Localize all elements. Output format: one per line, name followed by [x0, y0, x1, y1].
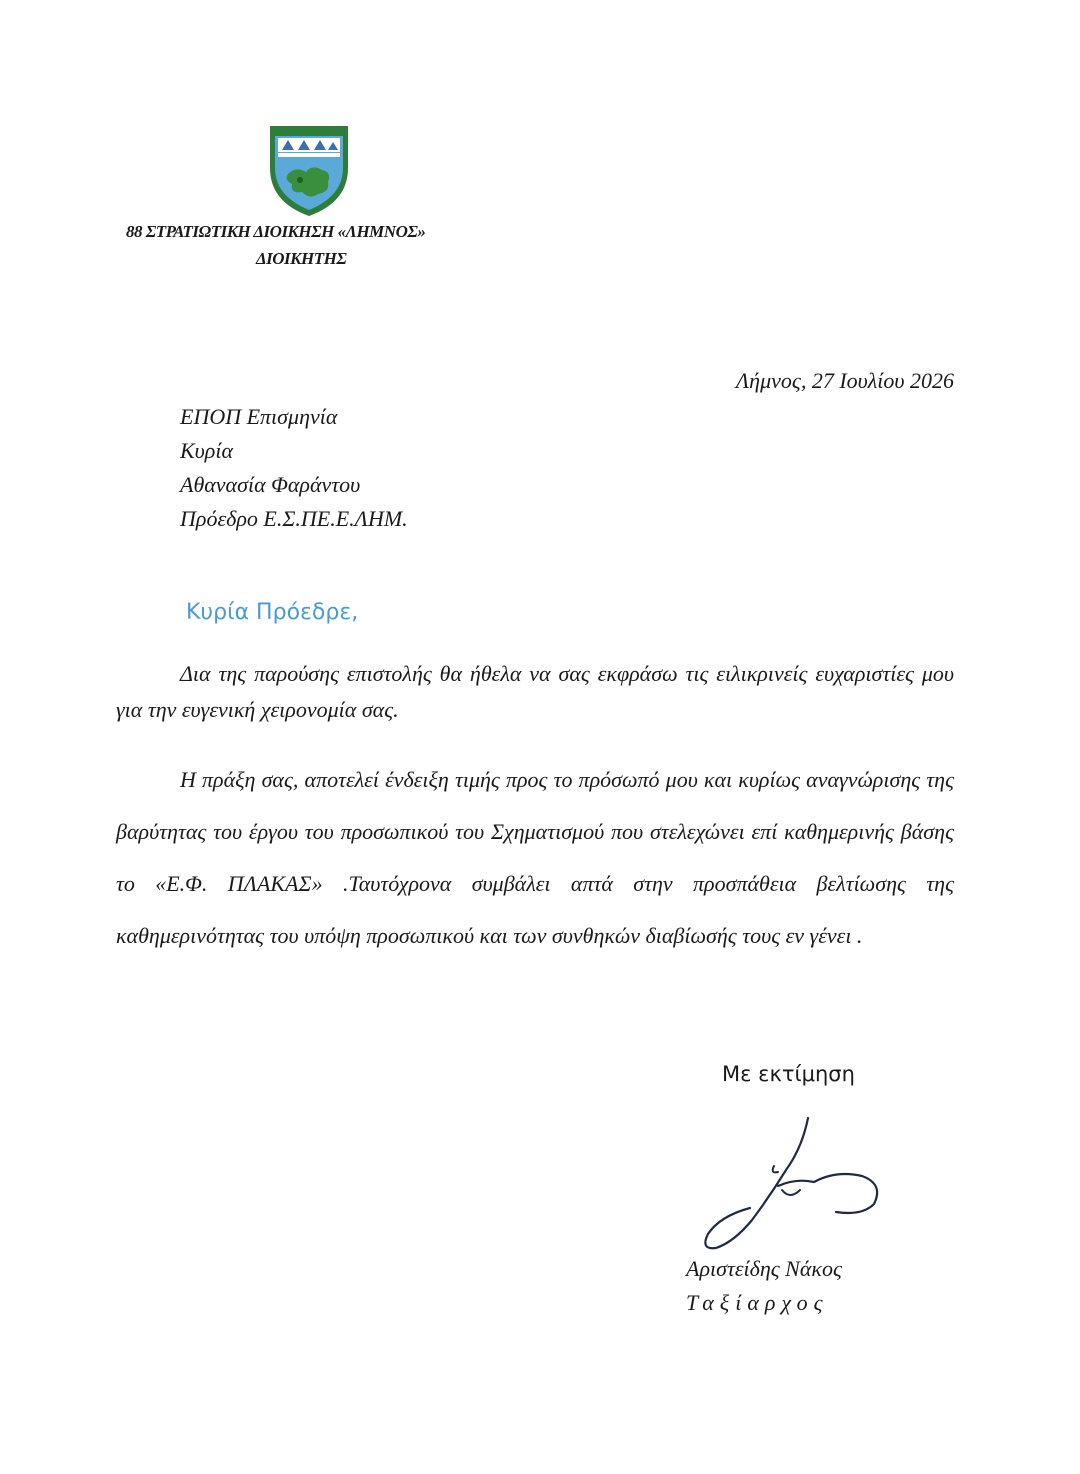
paragraph-text: Η πράξη σας, αποτελεί ένδειξη τιμής προς το πρόσωπό μου και κυρίως αναγνώρισης της βαρύτητας του έργου του προσωπικού του Σχηματισμού που στελεχώνει επί καθημερινής βάσης το «Ε.Φ. ΠΛΑΚΑΣ» .Ταυτόχρονα συμβάλει απτά στην προσπάθεια βελτίωσης της καθημερινότητας του υπόψη προσωπικού και των συνθηκών διαβίωσής τους εν γένει . [116, 767, 954, 948]
unit-emblem-icon [266, 122, 352, 218]
recipient-position: Πρόεδρο Ε.Σ.ΠΕ.Ε.ΛΗΜ. [180, 506, 408, 531]
recipient-rank: ΕΠΟΠ Επισμηνία [180, 404, 338, 429]
recipient-honorific: Κυρία [180, 438, 233, 463]
signature-icon [686, 1108, 896, 1278]
letter-date: Λήμνος, 27 Ιουλίου 2026 [735, 368, 954, 393]
closing-phrase: Με εκτίμηση [722, 1062, 855, 1086]
paragraph-text: Δια της παρούσης επιστολής θα ήθελα να σας εκφράσω τις ειλικρινείς ευχαριστίες μου για την ευγενική χειρονομία σας. [116, 661, 954, 722]
salutation: Κυρία Πρόεδρε, [186, 600, 359, 625]
body-paragraph-2 [116, 754, 954, 962]
recipient-name: Αθανασία Φαράντου [180, 472, 361, 497]
unit-title: ΔΙΟΙΚΗΤΗΣ [256, 249, 347, 268]
signer-name: Αριστείδης Νάκος [686, 1256, 842, 1281]
body-paragraph-1 [116, 656, 954, 728]
signer-rank: Ταξίαρχος [686, 1290, 829, 1315]
recipient-block [180, 400, 408, 536]
unit-name: 88 ΣΤΡΑΤΙΩΤΙΚΗ ΔΙΟΙΚΗΣΗ «ΛΗΜΝΟΣ» [126, 222, 426, 241]
